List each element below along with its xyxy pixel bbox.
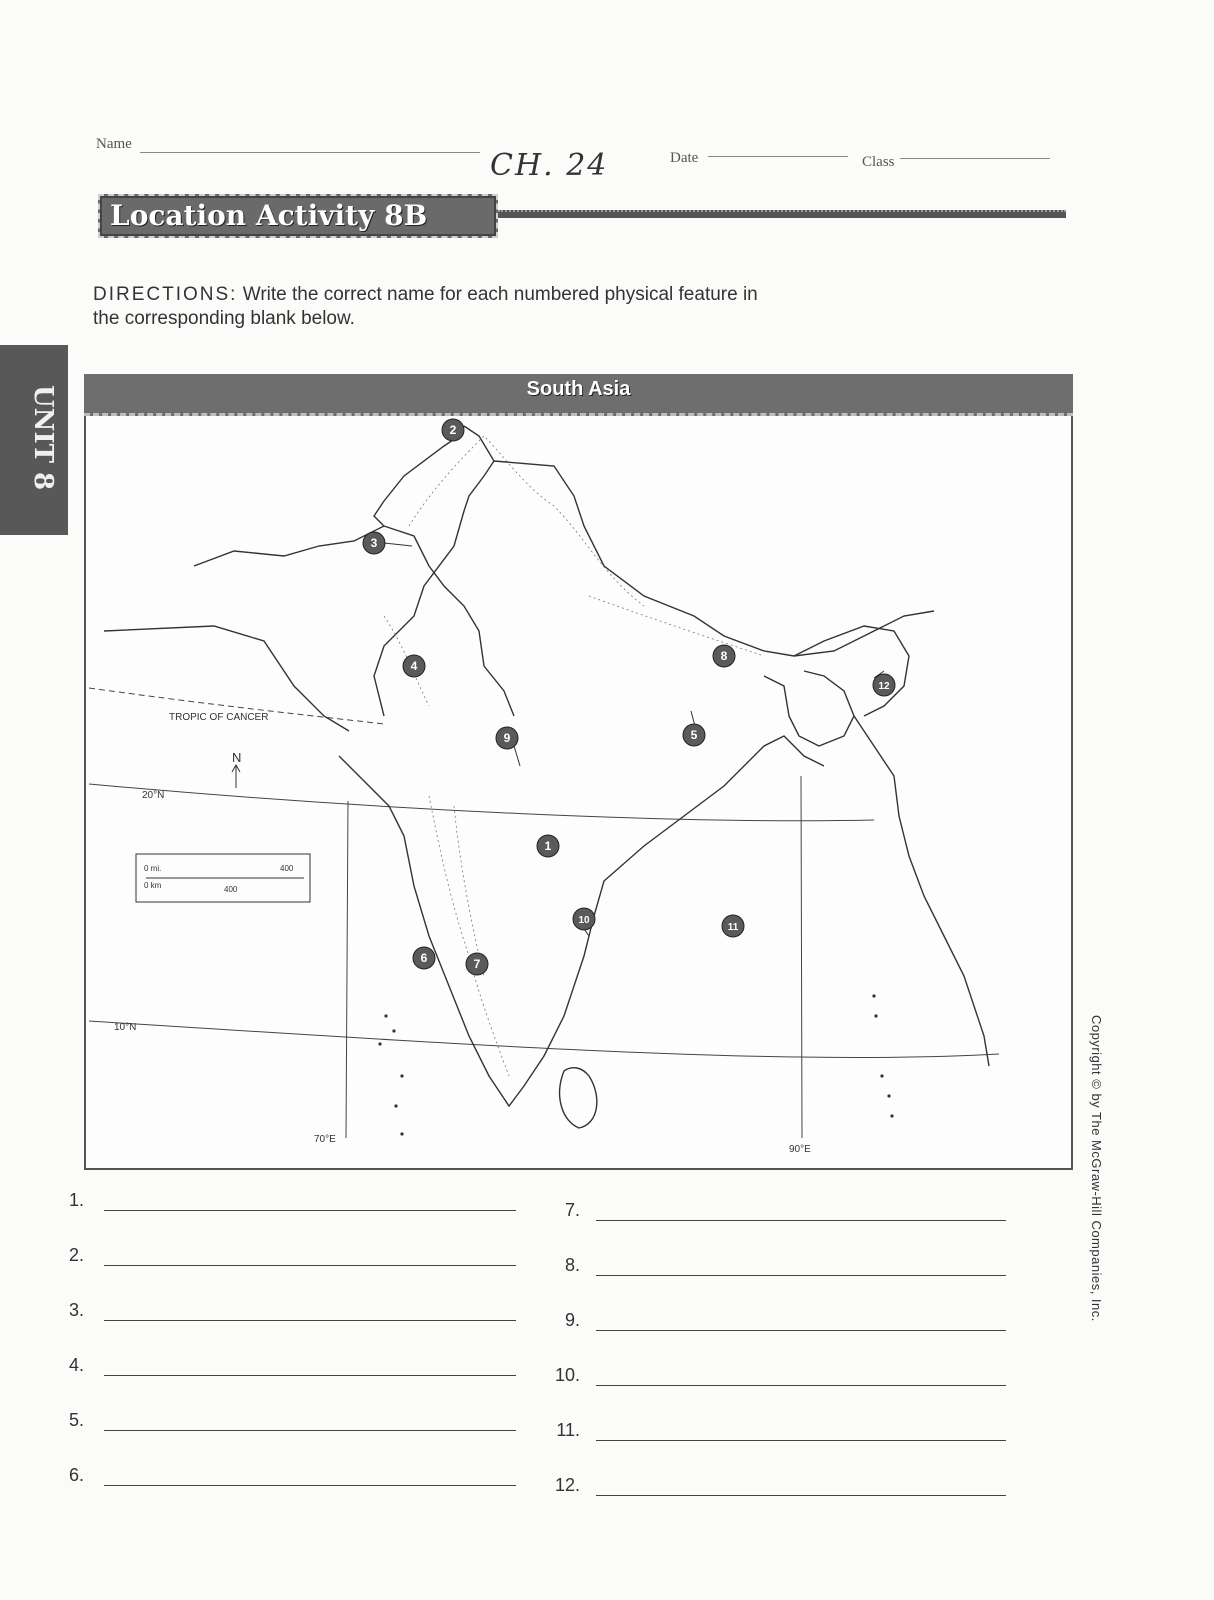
name-line — [140, 152, 480, 153]
answer-blank-12[interactable] — [596, 1495, 1006, 1496]
answer-number: 8. — [564, 1255, 580, 1275]
pakistan-outline — [384, 526, 514, 716]
northeast-india — [794, 626, 909, 716]
lat-10-label: 10°N — [114, 1022, 137, 1033]
lon-70-label: 70°E — [314, 1134, 336, 1145]
lat-10-line — [89, 1021, 999, 1058]
copyright-notice: Copyright © by The McGraw-Hill Companies, Inc. — [1089, 1015, 1104, 1322]
map-marker-4 — [403, 655, 425, 677]
answer-blank-11[interactable] — [596, 1440, 1006, 1441]
scale-mi-end: 400 — [280, 864, 294, 873]
answer-number: 5. — [68, 1410, 84, 1430]
lon-90-line — [801, 776, 802, 1138]
directions — [93, 283, 773, 331]
myanmar-coast — [854, 716, 989, 1066]
map-marker-1 — [537, 835, 559, 857]
lon-90-label: 90°E — [789, 1144, 811, 1155]
scale-km-end: 400 — [224, 885, 238, 894]
directions-text: Write the correct name for each numbered physical feature in the corresponding blank below. — [93, 284, 758, 329]
map-marker-5 — [683, 724, 705, 746]
tropic-of-cancer-label: TROPIC OF CANCER — [169, 712, 269, 723]
bangladesh-outline — [764, 671, 854, 746]
lon-70-line — [346, 801, 348, 1138]
map-marker-9 — [496, 727, 518, 749]
scale-mi-label: 0 mi. — [144, 864, 162, 873]
map-title: South Asia — [526, 378, 631, 400]
answer-number: 10. — [554, 1365, 580, 1385]
class-line — [900, 158, 1050, 159]
title-rule — [498, 210, 1066, 218]
answer-number: 1. — [68, 1190, 84, 1210]
map-marker-8 — [713, 645, 735, 667]
pakistan-india-border — [374, 426, 494, 716]
date-label: Date — [670, 150, 699, 166]
map-marker-label: 10 — [578, 915, 590, 926]
answer-number: 3. — [68, 1300, 84, 1320]
map-marker-6 — [413, 947, 435, 969]
map-marker-label: 1 — [544, 839, 552, 853]
date-line — [708, 156, 848, 157]
answer-blank-9[interactable] — [596, 1330, 1006, 1331]
answer-number: 11. — [556, 1420, 580, 1440]
unit-tab — [0, 345, 68, 535]
lat-20-label: 20°N — [142, 790, 165, 801]
map-banner — [84, 374, 1073, 416]
map-marker-10 — [573, 908, 595, 930]
afghanistan-outline — [194, 426, 464, 566]
map-marker-label: 2 — [449, 423, 457, 437]
answer-number: 2. — [68, 1245, 84, 1265]
map-marker-7 — [466, 953, 488, 975]
activity-title-box — [98, 194, 498, 238]
answer-number: 12. — [554, 1475, 580, 1495]
lat-20-line — [89, 784, 874, 821]
answer-blank-1[interactable] — [104, 1210, 516, 1211]
map-marker-11 — [722, 915, 744, 937]
class-label: Class — [862, 154, 895, 170]
map-marker-label: 3 — [370, 536, 378, 550]
scale-km-label: 0 km — [144, 881, 162, 890]
answer-blank-5[interactable] — [104, 1430, 516, 1431]
map-marker-label: 11 — [727, 922, 739, 933]
north-arrow-icon — [232, 750, 241, 788]
answer-number: 4. — [68, 1355, 84, 1375]
name-label: Name — [96, 136, 132, 152]
activity-title: Location Activity 8B — [110, 199, 428, 232]
answer-blank-3[interactable] — [104, 1320, 516, 1321]
map-marker-label: 8 — [720, 649, 728, 663]
map-marker-label: 7 — [473, 957, 481, 971]
answer-blank-4[interactable] — [104, 1375, 516, 1376]
unit-tab-label: UNIT 8 — [28, 385, 58, 491]
map-marker-3 — [363, 532, 385, 554]
scale-bar — [136, 854, 310, 902]
directions-lead: DIRECTIONS: — [93, 284, 238, 305]
answer-blank-6[interactable] — [104, 1485, 516, 1486]
map-marker-label: 9 — [503, 731, 511, 745]
answer-blank-10[interactable] — [596, 1385, 1006, 1386]
answer-blank-8[interactable] — [596, 1275, 1006, 1276]
answer-number: 9. — [564, 1310, 580, 1330]
south-asia-map — [84, 416, 1073, 1170]
map-marker-label: 4 — [410, 659, 418, 673]
map-marker-label: 6 — [420, 951, 428, 965]
answer-blank-2[interactable] — [104, 1265, 516, 1266]
answer-blank-7[interactable] — [596, 1220, 1006, 1221]
handwritten-chapter-note: CH. 24 — [490, 148, 609, 183]
answer-number: 7. — [564, 1200, 580, 1220]
answer-number: 6. — [68, 1465, 84, 1485]
sri-lanka-outline — [560, 1068, 597, 1128]
map-marker-12 — [873, 674, 895, 696]
map-marker-label: 5 — [690, 728, 698, 742]
map-marker-label: 12 — [878, 681, 890, 692]
north-label: N — [232, 750, 242, 765]
map-marker-2 — [442, 419, 464, 441]
feature-markers — [363, 419, 895, 975]
